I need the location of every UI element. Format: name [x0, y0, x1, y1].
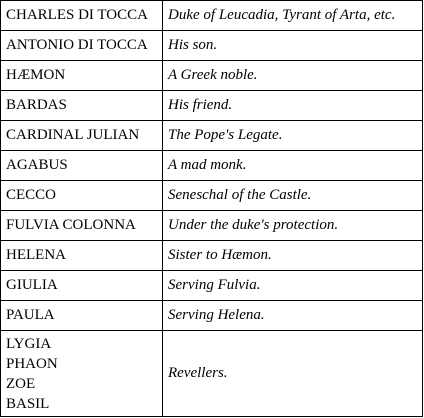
character-name: PAULA: [1, 301, 163, 331]
cast-group-row: [1, 331, 423, 417]
character-name: LYGIA: [6, 335, 52, 352]
character-role: His friend.: [163, 91, 423, 121]
character-role: The Pope's Legate.: [163, 121, 423, 151]
character-name: GIULIA: [1, 271, 163, 301]
cast-table-body: [1, 1, 423, 417]
character-name: AGABUS: [1, 151, 163, 181]
character-name: CECCO: [1, 181, 163, 211]
character-name: HELENA: [1, 241, 163, 271]
cast-row: [1, 91, 423, 121]
cast-row: [1, 211, 423, 241]
character-role: Duke of Leucadia, Tyrant of Arta, etc.: [163, 1, 423, 31]
character-role: Under the duke's protection.: [163, 211, 423, 241]
character-name: BASIL: [6, 395, 50, 412]
character-role: Sister to Hæmon.: [163, 241, 423, 271]
group-role: Revellers.: [163, 331, 423, 417]
group-names-cell: [1, 331, 163, 417]
cast-row: [1, 241, 423, 271]
character-name: BARDAS: [1, 91, 163, 121]
character-role: Serving Helena.: [163, 301, 423, 331]
character-name: PHAON: [6, 355, 58, 372]
character-name: CARDINAL JULIAN: [1, 121, 163, 151]
character-role: His son.: [163, 31, 423, 61]
character-name: HÆMON: [1, 61, 163, 91]
character-name: ZOE: [6, 375, 36, 392]
cast-row: [1, 271, 423, 301]
cast-row: [1, 181, 423, 211]
character-name: CHARLES DI TOCCA: [1, 1, 163, 31]
character-name: ANTONIO DI TOCCA: [1, 31, 163, 61]
character-role: Seneschal of the Castle.: [163, 181, 423, 211]
character-role: Serving Fulvia.: [163, 271, 423, 301]
cast-row: [1, 61, 423, 91]
cast-row: [1, 31, 423, 61]
cast-row: [1, 1, 423, 31]
cast-row: [1, 121, 423, 151]
character-name: FULVIA COLONNA: [1, 211, 163, 241]
character-role: A mad monk.: [163, 151, 423, 181]
cast-row: [1, 151, 423, 181]
character-role: A Greek noble.: [163, 61, 423, 91]
cast-row: [1, 301, 423, 331]
